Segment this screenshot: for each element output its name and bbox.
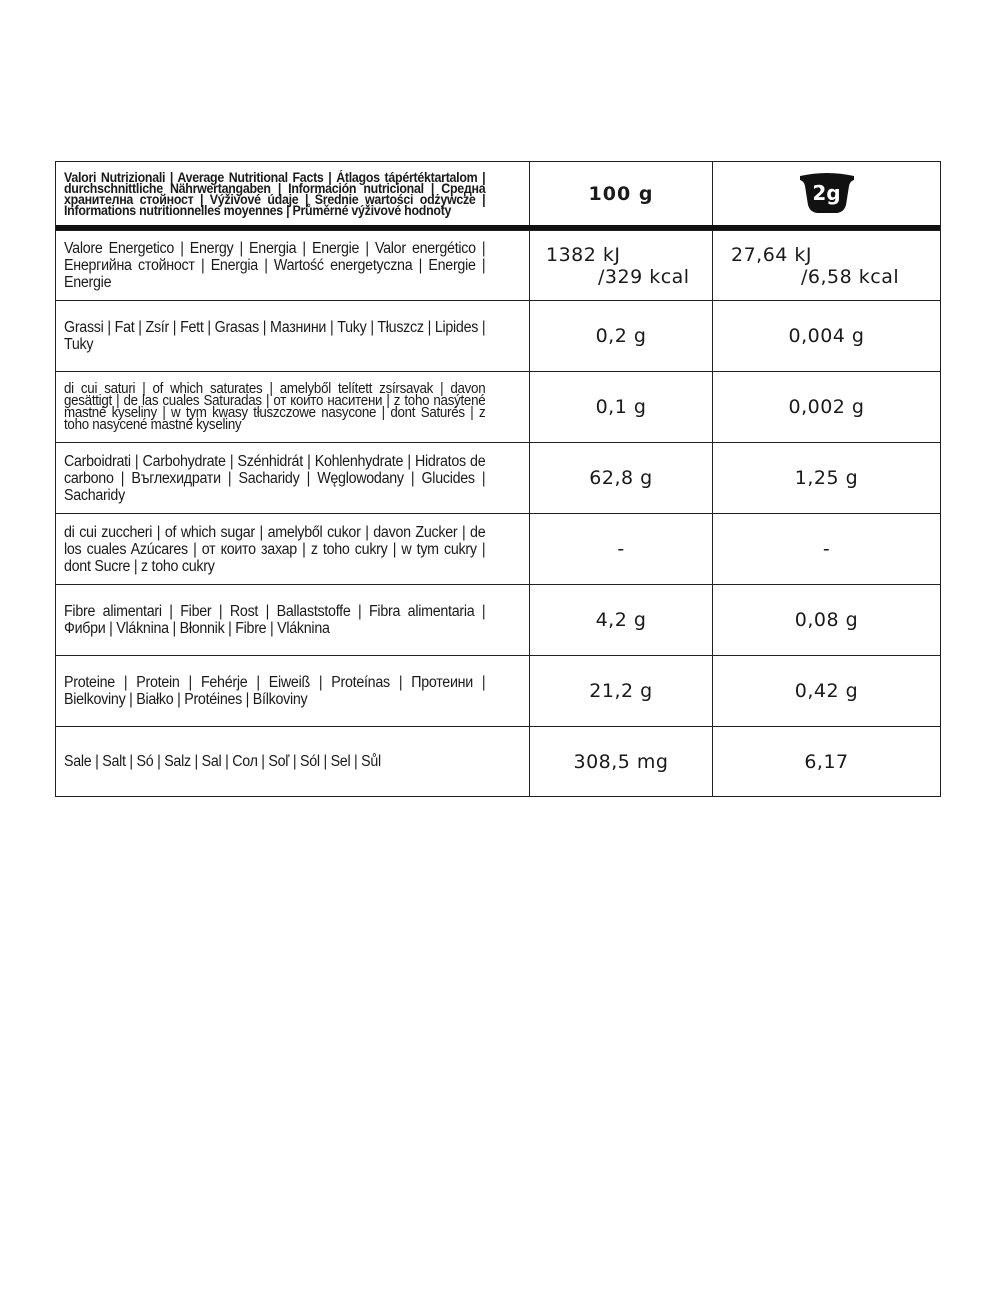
table-row-protein	[56, 655, 940, 726]
row-label-cell	[56, 585, 530, 655]
value-100g: 4,2 g	[595, 609, 647, 631]
value-portion-cell	[713, 372, 940, 442]
coffee-capsule-icon	[796, 172, 858, 216]
header-100g-cell	[530, 162, 713, 225]
value-portion: 0,08 g	[794, 609, 859, 631]
table-row-sugar	[56, 513, 940, 584]
row-label-cell	[56, 656, 530, 726]
header-100g: 100 g	[588, 182, 654, 205]
value-100g-cell	[530, 585, 713, 655]
table-row-salt	[56, 726, 940, 796]
value-portion-cell	[713, 656, 940, 726]
value-portion: 6,17	[804, 750, 849, 773]
value-100g: 0,1 g	[595, 396, 647, 418]
portion-label: 2g	[812, 180, 841, 205]
energy-kcal-100g: /329 kcal	[598, 265, 690, 288]
value-100g-cell	[530, 514, 713, 584]
row-label-cell	[56, 514, 530, 584]
value-100g-cell	[530, 301, 713, 371]
value-100g: 0,2 g	[595, 325, 647, 347]
value-portion-cell	[713, 514, 940, 584]
value-100g: 308,5 mg	[573, 750, 669, 773]
table-row-fat	[56, 300, 940, 371]
table-row-energy	[56, 230, 940, 300]
energy-kj-100g: 1382 kJ	[546, 243, 621, 266]
value-portion: 0,002 g	[788, 396, 865, 418]
value-100g-cell	[530, 656, 713, 726]
row-label: Carboidrati | Carbohydrate | Szénhidrát | Kohlenhydrate | Hidratos de carbono | Въглехидрати | Sacharidy | Węglowodany | Glucides | Sacharidy	[64, 452, 486, 504]
header-label: Valori Nutrizionali | Average Nutritional Facts | Átlagos tápértéktartalom | durchschnittliche Nährwertangaben | Información nutricional | Средна хранителна стойност | Výživové údaje | Średnie wartości odżywcze | Informations nutritionnelles moyennes | Průměrné výživové hodnoty	[64, 169, 486, 218]
row-label: Proteine | Protein | Fehérje | Eiweiß | Proteínas | Протеини | Bielkoviny | Białko | Protéines | Bílkoviny	[64, 674, 486, 708]
value-portion-cell	[713, 585, 940, 655]
value-portion-cell	[713, 443, 940, 513]
value-100g: 62,8 g	[589, 467, 653, 489]
value-portion-cell	[713, 231, 940, 300]
value-100g-cell	[530, 231, 713, 300]
value-portion: 0,004 g	[788, 325, 865, 347]
row-label-cell	[56, 443, 530, 513]
row-label: Grassi | Fat | Zsír | Fett | Grasas | Мазнини | Tuky | Tłuszcz | Lipides | Tuky	[64, 319, 486, 353]
value-portion: 1,25 g	[794, 467, 859, 489]
header-portion-cell	[713, 162, 940, 225]
value-portion: 0,42 g	[794, 680, 859, 702]
row-label-cell	[56, 372, 530, 442]
value-portion-cell	[713, 727, 940, 796]
value-100g: 21,2 g	[589, 680, 653, 702]
table-row-saturates	[56, 371, 940, 442]
value-100g-cell	[530, 727, 713, 796]
row-label: di cui saturi | of which saturates | amelyből telített zsírsavak | davon gesättigt | de las cuales Saturadas | от които наситени | z toho nasýtené mastné kyseliny | w tym kwasy tłuszczowe nasycone | dont Saturés | z toho nasycené mastné kyseliny	[64, 381, 486, 433]
row-label: Valore Energetico | Energy | Energia | Energie | Valor energético | Енергийна стойност | Energia | Wartość energetyczna | Energie | Energie	[64, 240, 486, 291]
row-label: di cui zuccheri | of which sugar | amelyből cukor | davon Zucker | de los cuales Azúcares | от които захар | z toho cukry | w tym cukry | dont Sucre | z toho cukry	[64, 523, 486, 575]
value-100g-cell	[530, 372, 713, 442]
nutrition-table	[55, 161, 941, 797]
header-label-cell	[56, 162, 530, 225]
value-100g: -	[617, 538, 625, 560]
row-label-cell	[56, 727, 530, 796]
row-label-cell	[56, 231, 530, 300]
value-portion: -	[822, 538, 831, 560]
energy-kcal-portion: /6,58 kcal	[801, 265, 900, 288]
table-row-carbohydrate	[56, 442, 940, 513]
value-portion-cell	[713, 301, 940, 371]
value-100g-cell	[530, 443, 713, 513]
energy-kj-portion: 27,64 kJ	[731, 243, 813, 266]
table-row-fiber	[56, 584, 940, 655]
row-label: Fibre alimentari | Fiber | Rost | Ballaststoffe | Fibra alimentaria | Фибри | Vláknina | Błonnik | Fibre | Vláknina	[64, 603, 486, 637]
row-label-cell	[56, 301, 530, 371]
table-header-row	[56, 162, 940, 230]
row-label: Sale | Salt | Só | Salz | Sal | Сол | Soľ | Sól | Sel | Sůl	[64, 753, 381, 770]
